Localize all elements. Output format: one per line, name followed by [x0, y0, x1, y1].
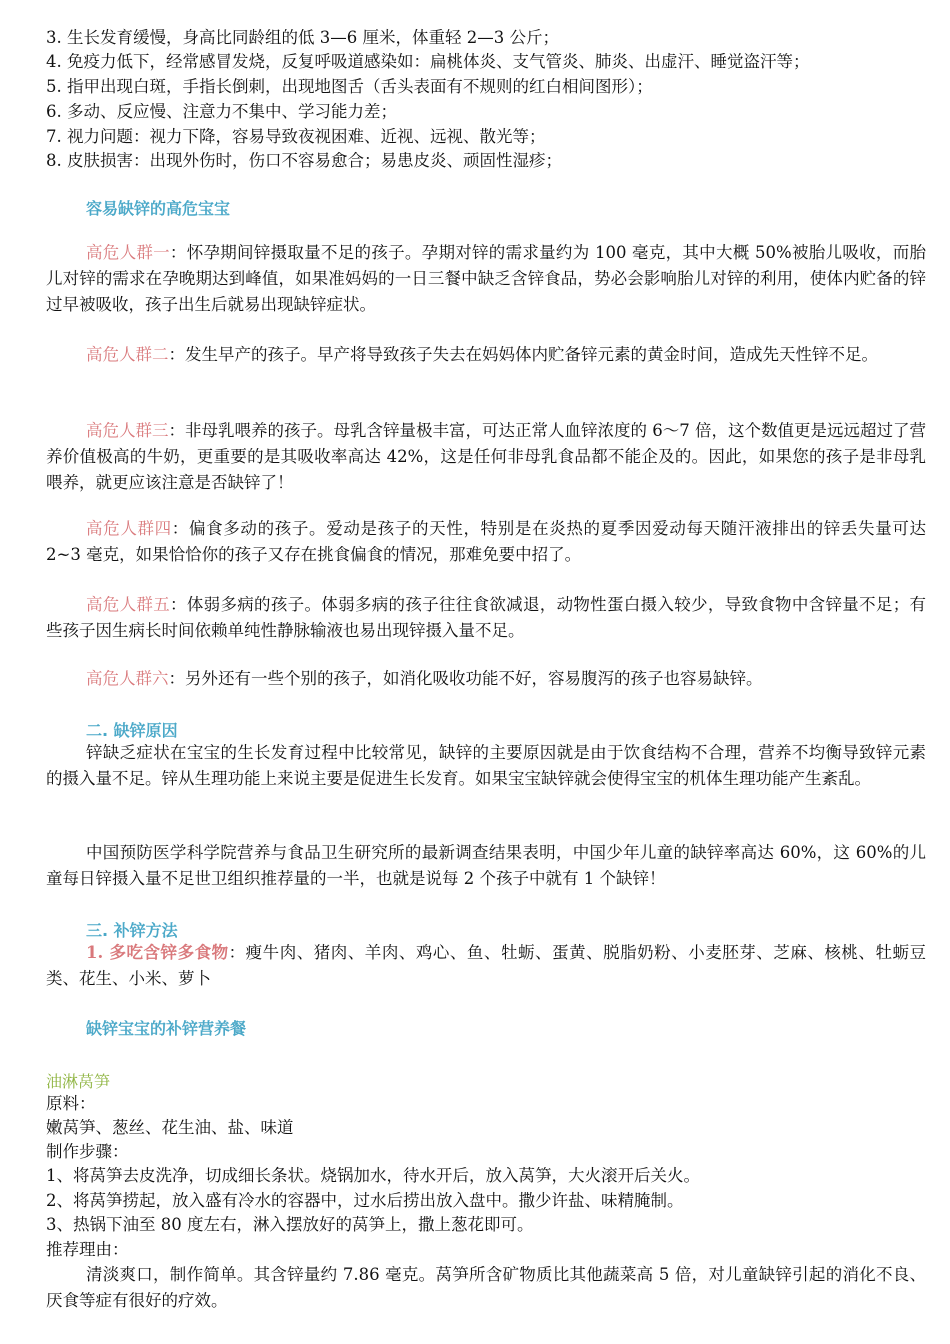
high-risk-paragraph: [46, 240, 926, 318]
high-risk-text: ：偏食多动的孩子。爱动是孩子的天性，特别是在炎热的夏季因爱动每天随汗液排出的锌丢失量可达 2~3 毫克，如果恰恰你的孩子又存在挑食偏食的情况，那难免要中招了。: [46, 519, 926, 564]
high-risk-text: ：体弱多病的孩子。体弱多病的孩子往往食欲减退，动物性蛋白摄入较少，导致食物中含锌量不足；有些孩子因生病长时间依赖单纯性静脉输液也易出现锌摄入量不足。: [46, 595, 927, 640]
causes-paragraph: 中国预防医学科学院营养与食品卫生研究所的最新调查结果表明，中国少年儿童的缺锌率高达 60%，这 60%的儿童每日锌摄入量不足世卫组织推荐量的一半，也就是说每 2 个孩子中就有 1 个缺锌！: [46, 843, 926, 888]
symptom-item: 6. 多动、反应慢、注意力不集中、学习能力差；: [46, 102, 397, 121]
reason-text: 清淡爽口，制作简单。其含锌量约 7.86 毫克。莴笋所含矿物质比其他蔬菜高 5 倍，对儿童缺锌引起的消化不良、厌食等症有很好的疗效。: [46, 1265, 926, 1310]
recipe-title: 油淋莴笋: [46, 1072, 111, 1091]
high-risk-text: ：非母乳喂养的孩子。母乳含锌量极丰富，可达正常人血锌浓度的 6～7 倍，这个数值更是远远超过了营养价值极高的牛奶，更重要的是其吸收率高达 42%，这是任何非母乳食品都不能企及的。因此，如果您的孩子是非母乳喂养，就更应该注意是否缺锌了！: [46, 421, 926, 492]
section-heading-meal: 缺锌宝宝的补锌营养餐: [86, 1019, 247, 1038]
ingredients-label: 原料：: [46, 1094, 96, 1113]
section-heading-methods: 三. 补锌方法: [86, 921, 178, 940]
symptom-item: 8. 皮肤损害：出现外伤时，伤口不容易愈合；易患皮炎、顽固性湿疹；: [46, 151, 562, 170]
recipe-step: 1、将莴笋去皮洗净，切成细长条状。烧锅加水，待水开后，放入莴笋，大火滚开后关火。: [46, 1166, 700, 1185]
section-heading-high-risk: 容易缺锌的高危宝宝: [86, 199, 231, 218]
high-risk-label: 高危人群一: [86, 243, 170, 262]
high-risk-paragraph: [46, 342, 926, 368]
high-risk-label: 高危人群六: [86, 669, 169, 688]
high-risk-text: ：发生早产的孩子。早产将导致孩子失去在妈妈体内贮备锌元素的黄金时间，造成先天性锌不足。: [168, 345, 878, 364]
high-risk-label: 高危人群五: [86, 595, 171, 614]
high-risk-text: ：怀孕期间锌摄取量不足的孩子。孕期对锌的需求量约为 100 毫克，其中大概 50%被胎儿吸收，而胎儿对锌的需求在孕晚期达到峰值，如果准妈妈的一日三餐中缺乏含锌食品，势必会影响胎儿对锌的利用，使体内贮备的锌过早被吸收，孩子出生后就易出现缺锌症状。: [46, 243, 927, 314]
section-heading-causes: 二. 缺锌原因: [86, 721, 178, 740]
methods-item-label: 1. 多吃含锌多食物: [86, 943, 229, 962]
high-risk-label: 高危人群二: [86, 345, 169, 364]
high-risk-label: 高危人群四: [86, 519, 172, 538]
high-risk-label: 高危人群三: [86, 421, 169, 440]
high-risk-text: ：另外还有一些个别的孩子，如消化吸收功能不好，容易腹泻的孩子也容易缺锌。: [168, 669, 763, 688]
reason-label: 推荐理由：: [46, 1240, 129, 1259]
high-risk-paragraph: [46, 666, 926, 692]
high-risk-paragraph: [46, 418, 926, 496]
high-risk-paragraph: [46, 516, 926, 568]
symptom-item: 7. 视力问题：视力下降，容易导致夜视困难、近视、远视、散光等；: [46, 127, 546, 146]
causes-paragraph: 锌缺乏症状在宝宝的生长发育过程中比较常见，缺锌的主要原因就是由于饮食结构不合理，营养不均衡导致锌元素的摄入量不足。锌从生理功能上来说主要是促进生长发育。如果宝宝缺锌就会使得宝宝的机体生理功能产生紊乱。: [46, 743, 926, 788]
recipe-step: 2、将莴笋捞起，放入盛有冷水的容器中，过水后捞出放入盘中。撒少许盐、味精腌制。: [46, 1191, 684, 1210]
recipe-step: 3、热锅下油至 80 度左右，淋入摆放好的莴笋上，撒上葱花即可。: [46, 1215, 534, 1234]
methods-item: [46, 940, 926, 992]
symptom-item: 5. 指甲出现白斑，手指长倒刺，出现地图舌（舌头表面有不规则的红白相间图形）；: [46, 77, 653, 96]
symptom-item: 3. 生长发育缓慢，身高比同龄组的低 3—6 厘米，体重轻 2—3 公斤；: [46, 28, 559, 47]
ingredients-text: 嫩莴笋、葱丝、花生油、盐、味道: [46, 1118, 294, 1137]
steps-label: 制作步骤：: [46, 1142, 129, 1161]
methods-item-text: ：瘦牛肉、猪肉、羊肉、鸡心、鱼、牡蛎、蛋黄、脱脂奶粉、小麦胚芽、芝麻、核桃、牡蛎豆类、花生、小米、萝卜: [46, 943, 926, 988]
high-risk-paragraph: [46, 592, 926, 644]
symptom-item: 4. 免疫力低下，经常感冒发烧，反复呼吸道感染如：扁桃体炎、支气管炎、肺炎、出虚汗、睡觉盗汗等；: [46, 52, 810, 71]
